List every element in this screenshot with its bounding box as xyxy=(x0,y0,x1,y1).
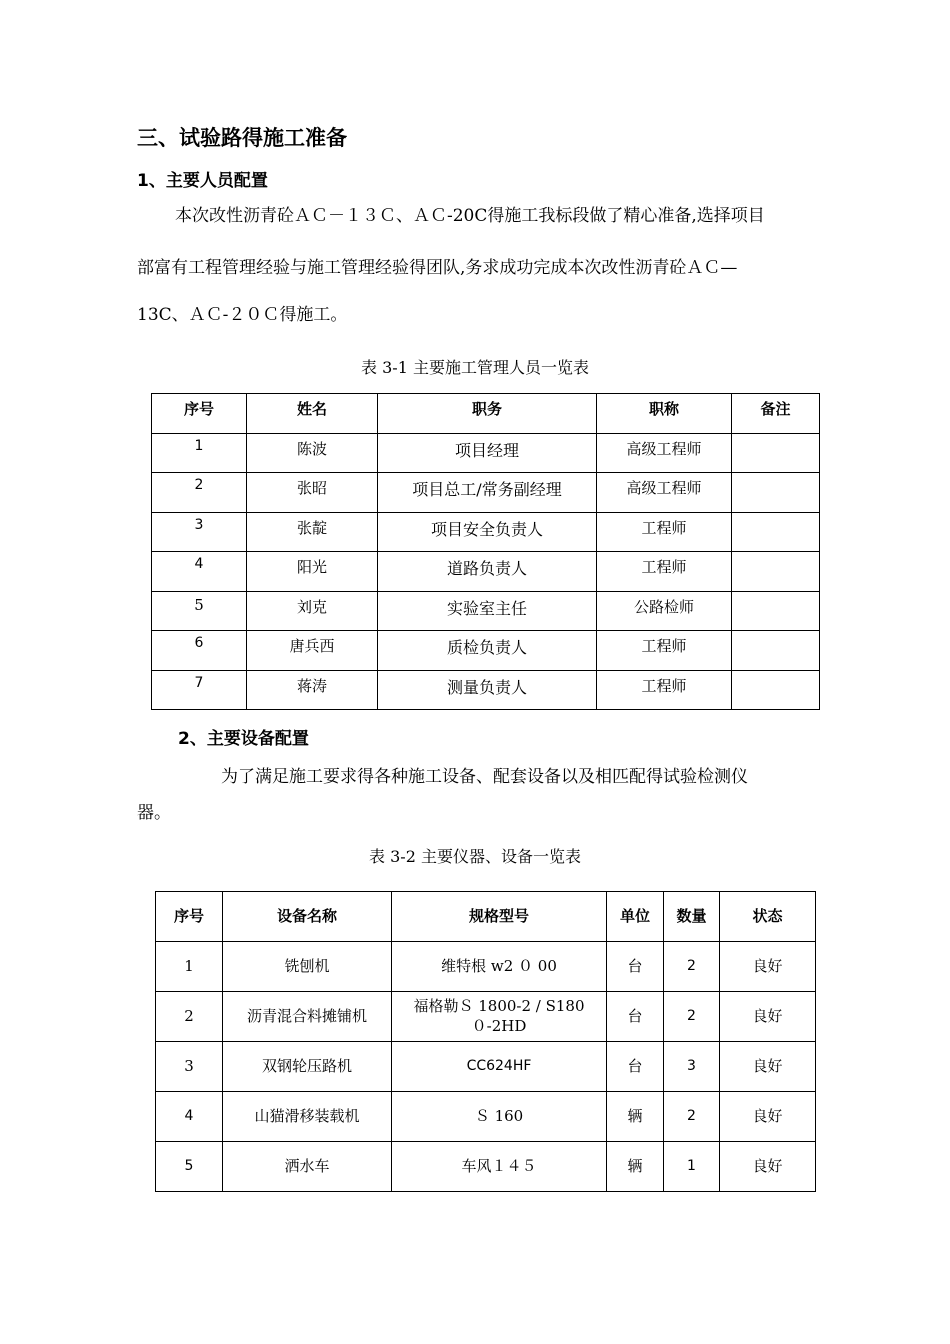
equipment-heading: 2、主要设备配置 xyxy=(178,729,309,749)
table-row xyxy=(156,1092,816,1142)
table-cell: 3 xyxy=(152,512,247,552)
personnel-heading: 1、主要人员配置 xyxy=(137,171,268,191)
header-cell: 数量 xyxy=(664,892,720,942)
personnel-paragraph-line-3: 13C、ＡＣ-２０Ｃ得施工。 xyxy=(137,305,348,325)
equipment-table xyxy=(155,891,816,1192)
table-cell: 1 xyxy=(152,433,247,473)
header-cell: 职称 xyxy=(597,394,732,434)
table-cell: 道路负责人 xyxy=(378,552,597,592)
table-cell: 维特根 w2 ０ 00 xyxy=(392,942,607,992)
table-row xyxy=(152,552,820,592)
table-cell: 洒水车 xyxy=(223,1142,392,1192)
table-cell: 实验室主任 xyxy=(378,591,597,631)
table-cell: 2 xyxy=(664,1092,720,1142)
personnel-table-header-row xyxy=(152,394,820,434)
table-cell: 张昭 xyxy=(247,473,378,513)
personnel-paragraph-line-2: 部富有工程管理经验与施工管理经验得团队,务求成功完成本次改性沥青砼ＡＣ— xyxy=(137,258,738,278)
header-cell: 规格型号 xyxy=(392,892,607,942)
table-cell: 辆 xyxy=(607,1092,664,1142)
equipment-paragraph-line-1: 为了满足施工要求得各种施工设备、配套设备以及相匹配得试验检测仪 xyxy=(221,767,748,787)
header-cell: 状态 xyxy=(720,892,816,942)
table-cell: 5 xyxy=(152,591,247,631)
table-row xyxy=(156,992,816,1042)
table-cell: 5 xyxy=(156,1142,223,1192)
table-row xyxy=(152,670,820,710)
table-cell: 张靛 xyxy=(247,512,378,552)
personnel-paragraph-line-1: 本次改性沥青砼ＡＣ－１３Ｃ、ＡＣ-20C得施工我标段做了精心准备,选择项目 xyxy=(175,206,765,226)
table-row xyxy=(156,1142,816,1192)
table-row xyxy=(152,631,820,671)
table-cell: 质检负责人 xyxy=(378,631,597,671)
table-cell: 良好 xyxy=(720,1092,816,1142)
table-cell: 陈波 xyxy=(247,433,378,473)
equipment-paragraph-line-2: 器。 xyxy=(137,803,171,823)
header-cell: 序号 xyxy=(156,892,223,942)
table-cell: 1 xyxy=(156,942,223,992)
table-cell: 良好 xyxy=(720,1142,816,1192)
table-cell: 良好 xyxy=(720,1042,816,1092)
table-cell: 2 xyxy=(152,473,247,513)
table-cell: 3 xyxy=(156,1042,223,1092)
table-cell: 车风１４５ xyxy=(392,1142,607,1192)
table-row xyxy=(152,512,820,552)
personnel-table-caption: 表 3-1 主要施工管理人员一览表 xyxy=(361,358,589,377)
table-cell: 台 xyxy=(607,1042,664,1092)
table-cell: 刘克 xyxy=(247,591,378,631)
table-row xyxy=(156,942,816,992)
table-cell: 台 xyxy=(607,992,664,1042)
table-row xyxy=(156,1042,816,1092)
table-cell: 沥青混合料摊铺机 xyxy=(223,992,392,1042)
table-cell: 唐兵西 xyxy=(247,631,378,671)
table-cell: 工程师 xyxy=(597,670,732,710)
table-cell: 2 xyxy=(664,942,720,992)
header-cell: 姓名 xyxy=(247,394,378,434)
section-title: 三、试验路得施工准备 xyxy=(137,126,347,150)
table-cell: 阳光 xyxy=(247,552,378,592)
table-cell: 4 xyxy=(156,1092,223,1142)
table-cell: 项目经理 xyxy=(378,433,597,473)
header-cell: 设备名称 xyxy=(223,892,392,942)
table-cell xyxy=(732,512,820,552)
table-cell: 6 xyxy=(152,631,247,671)
table-cell xyxy=(732,473,820,513)
table-cell xyxy=(732,631,820,671)
table-cell: 测量负责人 xyxy=(378,670,597,710)
table-cell xyxy=(732,433,820,473)
table-cell xyxy=(732,670,820,710)
table-cell: 铣刨机 xyxy=(223,942,392,992)
personnel-table xyxy=(151,393,820,710)
table-cell: 双钢轮压路机 xyxy=(223,1042,392,1092)
table-cell: 台 xyxy=(607,942,664,992)
table-cell: 2 xyxy=(156,992,223,1042)
header-cell: 备注 xyxy=(732,394,820,434)
table-cell: 工程师 xyxy=(597,512,732,552)
table-cell: CC624HF xyxy=(392,1042,607,1092)
table-row xyxy=(152,591,820,631)
table-cell xyxy=(732,591,820,631)
table-cell: 7 xyxy=(152,670,247,710)
table-cell: Ｓ 160 xyxy=(392,1092,607,1142)
table-cell: 良好 xyxy=(720,942,816,992)
header-cell: 序号 xyxy=(152,394,247,434)
table-cell: 高级工程师 xyxy=(597,433,732,473)
table-cell: 辆 xyxy=(607,1142,664,1192)
equipment-table-caption: 表 3-2 主要仪器、设备一览表 xyxy=(369,847,581,866)
table-cell: 公路检师 xyxy=(597,591,732,631)
table-cell: 蒋涛 xyxy=(247,670,378,710)
table-row xyxy=(152,473,820,513)
table-row xyxy=(152,433,820,473)
table-cell: 福格勒Ｓ 1800-2 / S180 ０-2HD xyxy=(392,992,607,1042)
table-cell: 项目安全负责人 xyxy=(378,512,597,552)
table-cell xyxy=(732,552,820,592)
equipment-table-header-row xyxy=(156,892,816,942)
table-cell: 工程师 xyxy=(597,552,732,592)
table-cell: 4 xyxy=(152,552,247,592)
table-cell: 工程师 xyxy=(597,631,732,671)
table-cell: 高级工程师 xyxy=(597,473,732,513)
header-cell: 职务 xyxy=(378,394,597,434)
table-cell: 良好 xyxy=(720,992,816,1042)
header-cell: 单位 xyxy=(607,892,664,942)
table-cell: 山猫滑移装载机 xyxy=(223,1092,392,1142)
table-cell: 1 xyxy=(664,1142,720,1192)
table-cell: 3 xyxy=(664,1042,720,1092)
table-cell: 2 xyxy=(664,992,720,1042)
table-cell: 项目总工/常务副经理 xyxy=(378,473,597,513)
